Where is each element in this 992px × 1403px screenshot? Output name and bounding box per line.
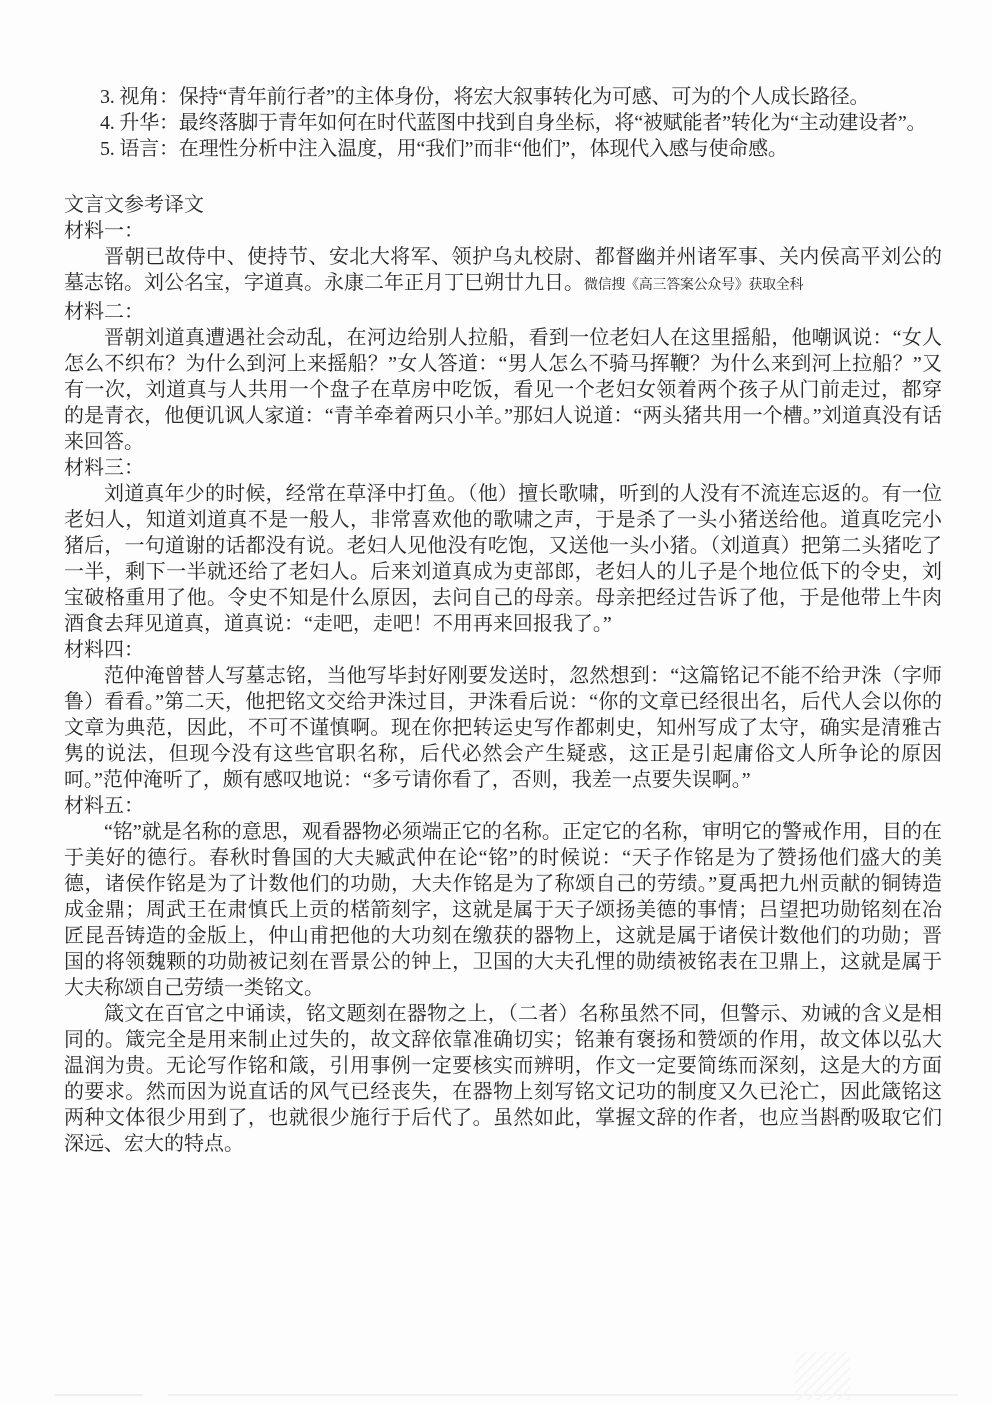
material-2-heading: 材料二： — [64, 301, 144, 323]
material-3-section — [64, 455, 942, 637]
watermark-note: 微信搜《高三答案公众号》获取全科 — [584, 278, 804, 293]
material-4-section — [64, 637, 942, 793]
material-5-heading: 材料五： — [64, 795, 144, 817]
material-1-section — [64, 218, 942, 299]
answer-point-5: 5. 语言：在理性分析中注入温度，用“我们”而非“他们”，体现代入感与使命感。 — [100, 138, 788, 160]
answer-point-4: 4. 升华：最终落脚于青年如何在时代蓝图中找到自身坐标，将“被赋能者”转化为“主动建设者”。 — [100, 112, 927, 134]
section-title: 文言文参考译文 — [64, 194, 204, 216]
scan-artifact-hatch — [795, 1352, 850, 1400]
document-content — [64, 84, 942, 1157]
material-2-section — [64, 299, 942, 455]
answer-point-3: 3. 视角：保持“青年前行者”的主体身份，将宏大叙事转化为可感、可为的个人成长路径。 — [100, 86, 870, 108]
material-1-paragraph — [64, 244, 942, 299]
material-5-paragraph-1: “铭”就是名称的意思，观看器物必须端正它的名称。正定它的名称，审明它的警戒作用，目的在于美好的德行。春秋时鲁国的大夫臧武仲在论“铭”的时候说：“天子作铭是为了赞扬他们盛大的美德，诸侯作铭是为了计数他们的功勋，大夫作铭是为了称颂自己的劳绩。”夏禹把九州贡献的铜铸造成金鼎；周武王在肃慎氏上贡的楛箭刻字，这就是属于天子颂扬美德的事情；吕望把功勋铭刻在冶匠昆吾铸造的金版上，仲山甫把他的大功刻在缴获的器物上，这就是属于诸侯计数他们的功勋；晋国的将领魏颗的功勋被记刻在晋景公的钟上，卫国的大夫孔悝的勋绩被铭表在卫鼎上，这就是属于大夫称颂自己劳绩一类铭文。 — [64, 821, 942, 999]
material-5-section — [64, 793, 942, 1157]
material-4-paragraph: 范仲淹曾替人写墓志铭，当他写毕封好刚要发送时，忽然想到：“这篇铭记不能不给尹洙（字师鲁）看看。”第二天，他把铭文交给尹洙过目，尹洙看后说：“你的文章已经很出名，后代人会以你的文章为典范，因此，不可不谨慎啊。现在你把转运史写作都刺史，知州写成了太守，确实是清雅古隽的说法，但现今没有这些官职名称，后代必然会产生疑惑，这正是引起庸俗文人所争论的原因呵。”范仲淹听了，颇有感叹地说：“多亏请你看了，否则，我差一点要失误啊。” — [64, 665, 942, 791]
material-3-heading: 材料三： — [64, 457, 144, 479]
answer-points-list — [64, 84, 942, 162]
material-1-text: 晋朝已故侍中、使持节、安北大将军、领护乌丸校尉、都督幽并州诸军事、关内侯高平刘公的墓志铭。刘公名宝，字道真。永康二年正月丁巳朔廿九日。 — [64, 246, 942, 294]
material-3-paragraph: 刘道真年少的时候，经常在草泽中打鱼。（他）擅长歌啸，听到的人没有不流连忘返的。有一位老妇人，知道刘道真不是一般人，非常喜欢他的歌啸之声，于是杀了一头小猪送给他。道真吃完小猪后，一句道谢的话都没有说。老妇人见他没有吃饱，又送他一头小猪。（刘道真）把第二头猪吃了一半，剩下一半就还给了老妇人。后来刘道真成为吏部郎，老妇人的儿子是个地位低下的令史，刘宝破格重用了他。令史不知是什么原因，去问自己的母亲。母亲把经过告诉了他，于是他带上牛肉酒食去拜见道真，道真说：“走吧，走吧！不用再来回报我了。” — [64, 483, 942, 635]
material-1-heading: 材料一： — [64, 220, 144, 242]
material-4-heading: 材料四： — [64, 639, 144, 661]
material-2-paragraph: 晋朝刘道真遭遇社会动乱，在河边给别人拉船，看到一位老妇人在这里摇船，他嘲讽说：“女人怎么不织布？为什么到河上来摇船？”女人答道：“男人怎么不骑马挥鞭？为什么来到河上拉船？”又有一次，刘道真与人共用一个盘子在草房中吃饭，看见一个老妇女领着两个孩子从门前走过，都穿的是青衣，他便讥讽人家道：“青羊牵着两只小羊。”那妇人说道：“两头猪共用一个槽。”刘道真没有话来回答。 — [64, 327, 942, 453]
scan-artifact-line — [55, 1394, 143, 1396]
spacer — [64, 162, 942, 192]
material-5-paragraph-2: 箴文在百官之中诵读，铭文题刻在器物之上，（二者）名称虽然不同，但警示、劝诫的含义是相同的。箴完全是用来制止过失的，故文辞依靠准确切实；铭兼有褒扬和赞颂的作用，故文体以弘大温润为贵。无论写作铭和箴，引用事例一定要核实而辨明，作文一定要简练而深刻，这是大的方面的要求。然而因为说直话的风气已经丧失，在器物上刻写铭文记功的制度又久已沦亡，因此箴铭这两种文体很少用到了，也就很少施行于后代了。虽然如此，掌握文辞的作者，也应当斟酌吸取它们深远、宏大的特点。 — [64, 1003, 942, 1155]
